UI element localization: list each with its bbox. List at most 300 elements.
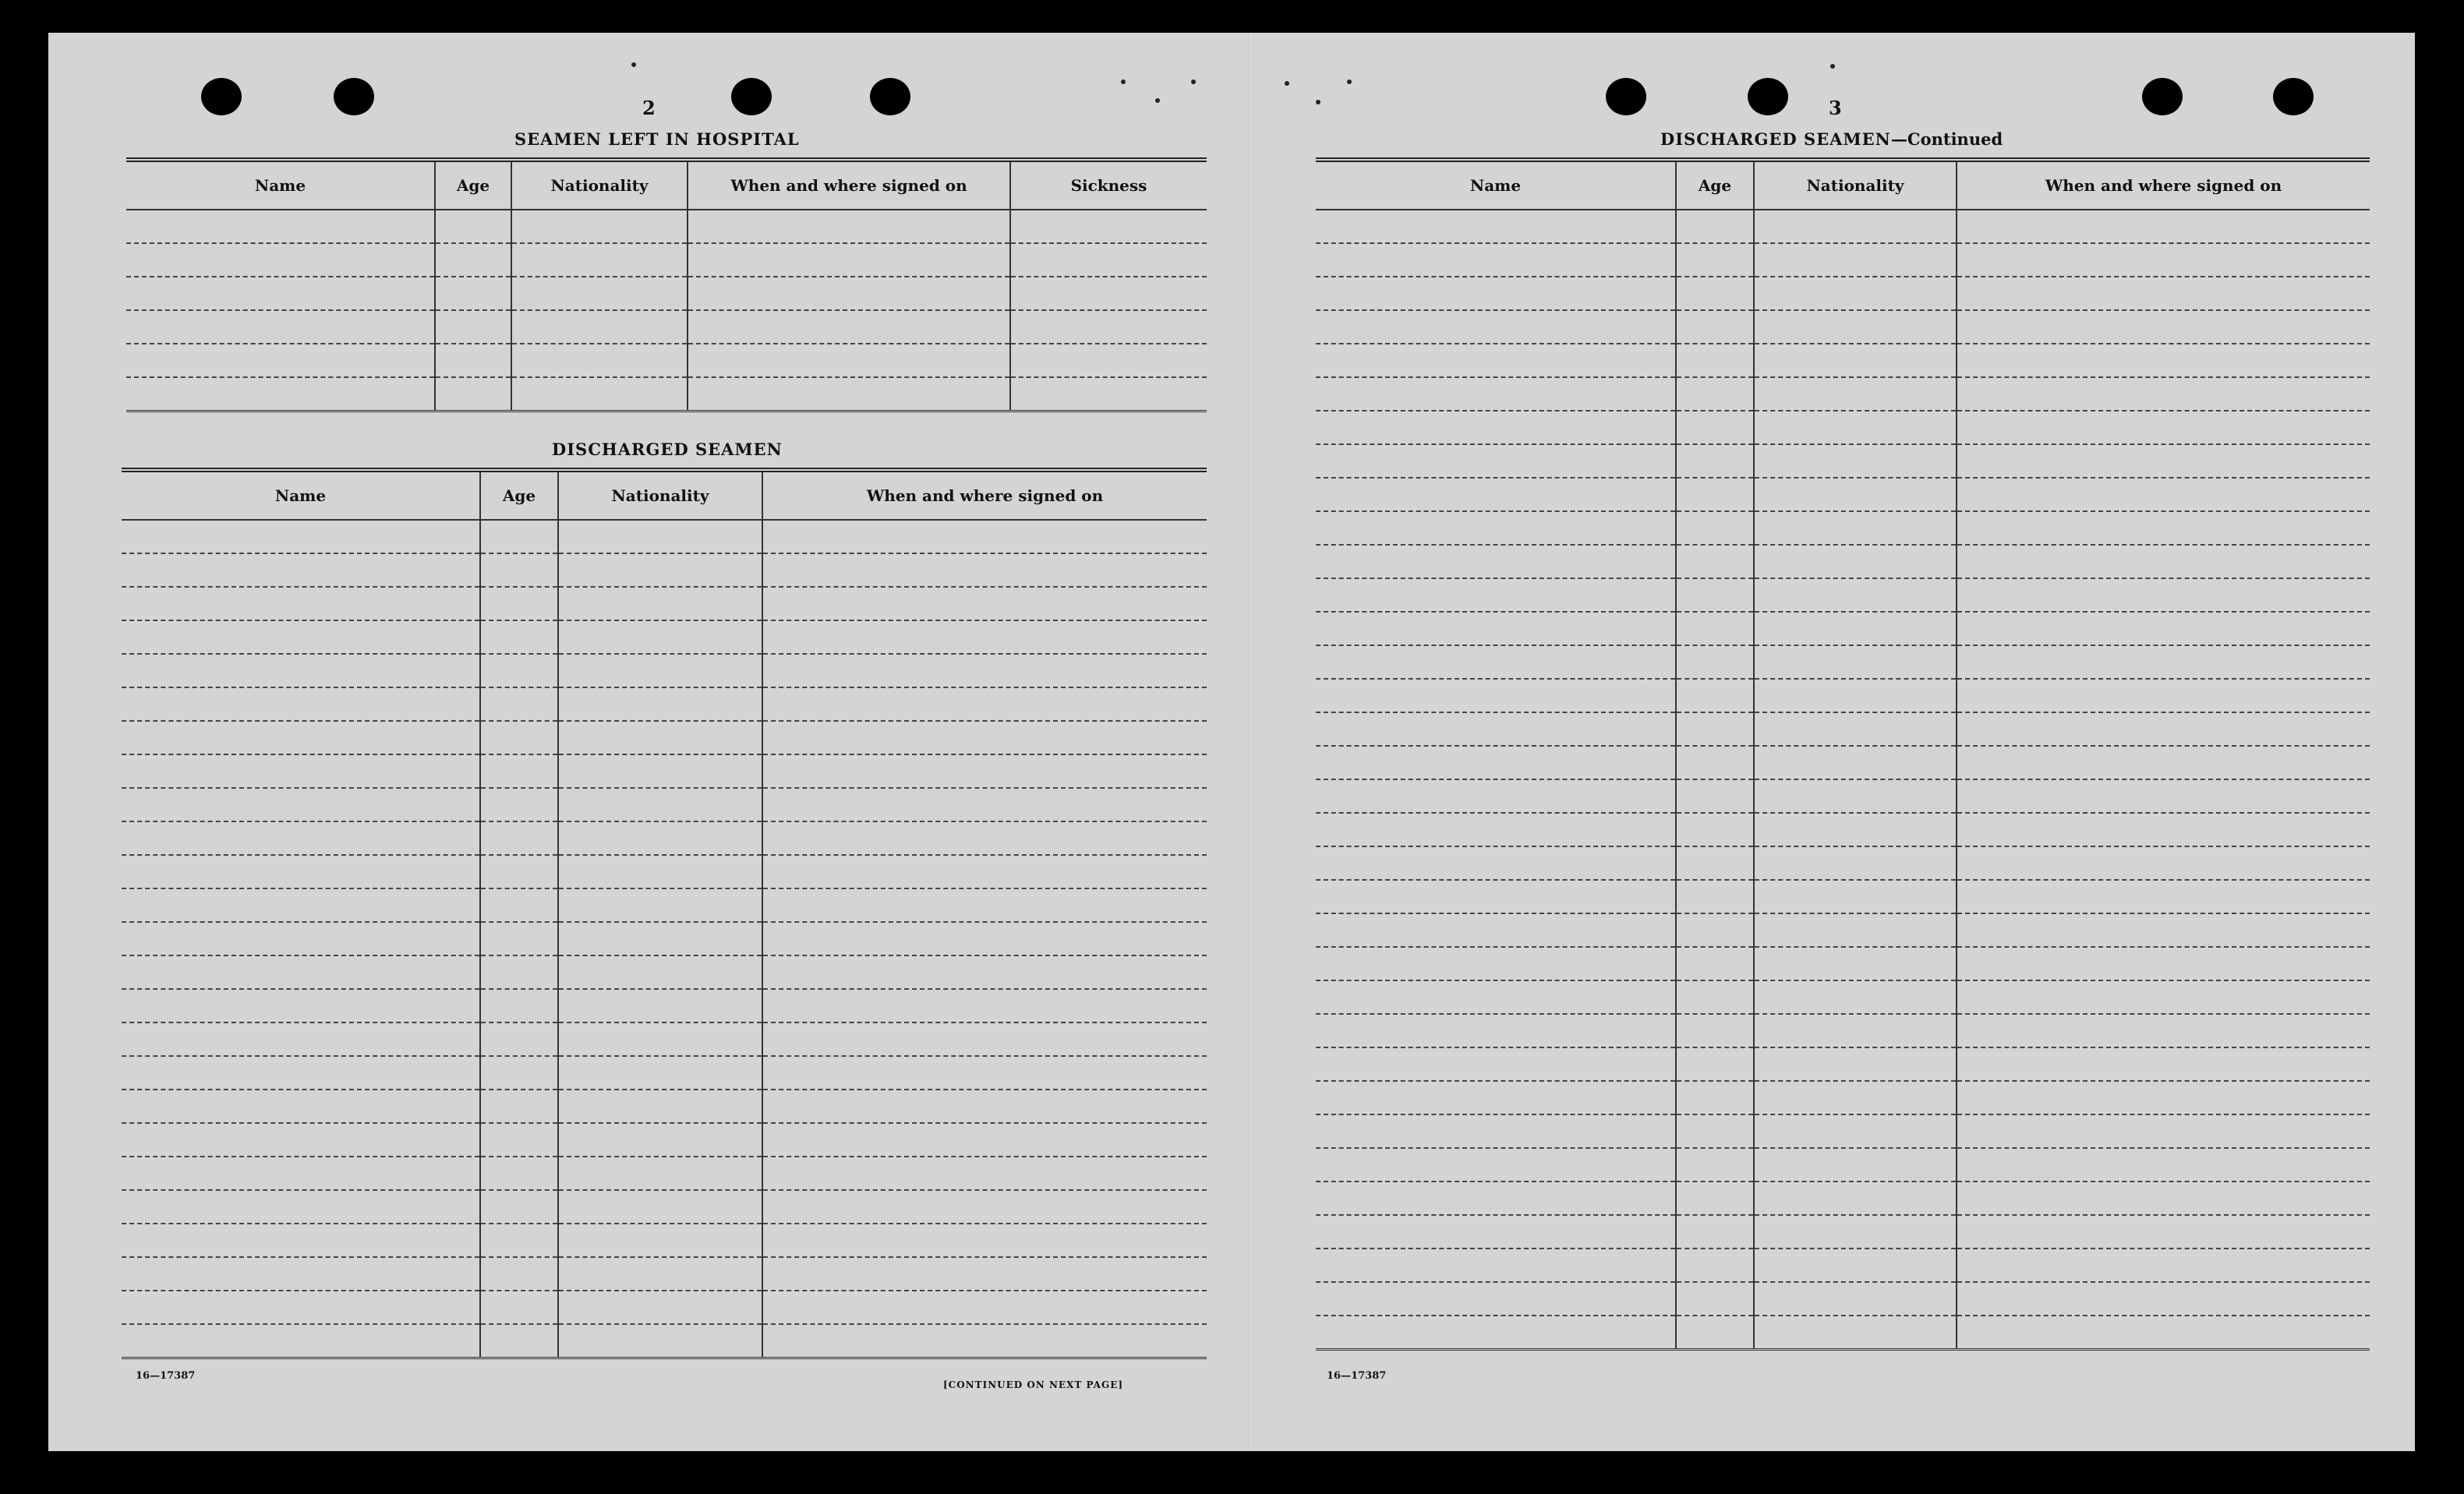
table-row bbox=[122, 1123, 1207, 1157]
blank-cell bbox=[558, 922, 762, 955]
table-row bbox=[126, 277, 1207, 310]
blank-cell bbox=[1957, 277, 2370, 310]
blank-cell bbox=[1316, 545, 1676, 578]
blank-cell bbox=[1957, 679, 2370, 712]
blank-cell bbox=[762, 1190, 1207, 1224]
blank-cell bbox=[558, 587, 762, 620]
blank-cell bbox=[1316, 645, 1676, 679]
blank-cell bbox=[558, 888, 762, 922]
blank-cell bbox=[762, 1022, 1207, 1056]
blank-cell bbox=[122, 821, 480, 855]
blank-cell bbox=[1957, 779, 2370, 813]
blank-cell bbox=[1676, 1249, 1754, 1282]
blank-cell bbox=[1754, 679, 1957, 712]
blank-cell bbox=[1316, 411, 1676, 444]
blank-cell bbox=[1316, 612, 1676, 645]
table-row bbox=[1316, 1081, 2370, 1114]
table-row bbox=[1316, 980, 2370, 1014]
blank-cell bbox=[1754, 1215, 1957, 1249]
blank-cell bbox=[1957, 645, 2370, 679]
blank-cell bbox=[1957, 880, 2370, 913]
blank-cell bbox=[122, 687, 480, 721]
blank-cell bbox=[1316, 277, 1676, 310]
blank-cell bbox=[1316, 679, 1676, 712]
blank-cell bbox=[1676, 880, 1754, 913]
blank-cell bbox=[480, 989, 558, 1022]
blank-cell bbox=[122, 1123, 480, 1157]
table-row bbox=[1316, 612, 2370, 645]
blank-cell bbox=[122, 1157, 480, 1190]
blank-cell bbox=[558, 821, 762, 855]
blank-cell bbox=[126, 344, 435, 377]
blank-cell bbox=[1316, 478, 1676, 511]
table-row bbox=[122, 888, 1207, 922]
blank-cell bbox=[1957, 913, 2370, 947]
column-header-nationality: Nationality bbox=[558, 470, 762, 520]
blank-cell bbox=[1754, 377, 1957, 411]
blank-cell bbox=[1754, 880, 1957, 913]
blank-cell bbox=[1957, 444, 2370, 478]
blank-cell bbox=[1754, 1148, 1957, 1181]
blank-cell bbox=[1754, 545, 1957, 578]
blank-cell bbox=[1316, 712, 1676, 746]
blank-cell bbox=[558, 520, 762, 553]
blank-cell bbox=[1754, 813, 1957, 846]
blank-cell bbox=[480, 955, 558, 989]
blank-cell bbox=[1754, 913, 1957, 947]
blank-cell bbox=[558, 1190, 762, 1224]
table-row bbox=[122, 922, 1207, 955]
blank-cell bbox=[762, 1257, 1207, 1291]
blank-cell bbox=[762, 721, 1207, 754]
blank-cell bbox=[1010, 210, 1207, 243]
column-header-name: Name bbox=[122, 470, 480, 520]
blank-cell bbox=[1010, 344, 1207, 377]
blank-cell bbox=[1754, 243, 1957, 277]
blank-cell bbox=[1957, 712, 2370, 746]
blank-cell bbox=[558, 1056, 762, 1090]
table-row bbox=[122, 654, 1207, 687]
blank-cell bbox=[1316, 310, 1676, 344]
table-row bbox=[122, 1324, 1207, 1358]
blank-cell bbox=[435, 377, 511, 411]
blank-cell bbox=[122, 1056, 480, 1090]
blank-cell bbox=[1754, 947, 1957, 980]
table-row bbox=[122, 587, 1207, 620]
blank-cell bbox=[511, 377, 688, 411]
blank-cell bbox=[1754, 310, 1957, 344]
punch-hole bbox=[870, 78, 910, 115]
blank-cell bbox=[126, 243, 435, 277]
blank-cell bbox=[122, 520, 480, 553]
table-row bbox=[122, 1022, 1207, 1056]
column-header-signed-on: When and where signed on bbox=[762, 470, 1207, 520]
blank-cell bbox=[1754, 645, 1957, 679]
column-header-age: Age bbox=[480, 470, 558, 520]
blank-cell bbox=[558, 955, 762, 989]
blank-cell bbox=[1754, 1081, 1957, 1114]
blank-cell bbox=[762, 520, 1207, 553]
blank-cell bbox=[1316, 746, 1676, 779]
blank-cell bbox=[1316, 880, 1676, 913]
blank-cell bbox=[762, 855, 1207, 888]
paper-speck bbox=[1285, 81, 1289, 86]
hospital-table bbox=[126, 157, 1207, 412]
blank-cell bbox=[558, 754, 762, 788]
blank-cell bbox=[558, 620, 762, 654]
blank-cell bbox=[1316, 1181, 1676, 1215]
punch-hole bbox=[731, 78, 772, 115]
blank-cell bbox=[1676, 1181, 1754, 1215]
blank-cell bbox=[1316, 1114, 1676, 1148]
blank-cell bbox=[762, 687, 1207, 721]
blank-cell bbox=[480, 721, 558, 754]
blank-cell bbox=[1676, 511, 1754, 545]
discharged-section-title: DISCHARGED SEAMEN bbox=[552, 440, 783, 459]
blank-cell bbox=[762, 1157, 1207, 1190]
blank-cell bbox=[480, 687, 558, 721]
blank-cell bbox=[122, 1257, 480, 1291]
blank-cell bbox=[1676, 913, 1754, 947]
table-row bbox=[1316, 1014, 2370, 1047]
table-row bbox=[122, 1090, 1207, 1123]
blank-cell bbox=[688, 344, 1010, 377]
table-row bbox=[1316, 344, 2370, 377]
blank-cell bbox=[1676, 1215, 1754, 1249]
table-row bbox=[1316, 511, 2370, 545]
blank-cell bbox=[1676, 947, 1754, 980]
blank-cell bbox=[762, 788, 1207, 821]
table-row bbox=[1316, 310, 2370, 344]
table-row bbox=[1316, 1215, 2370, 1249]
blank-cell bbox=[480, 587, 558, 620]
blank-cell bbox=[122, 955, 480, 989]
blank-cell bbox=[122, 888, 480, 922]
blank-cell bbox=[1010, 310, 1207, 344]
blank-cell bbox=[558, 788, 762, 821]
column-header-sickness: Sickness bbox=[1010, 160, 1207, 210]
blank-cell bbox=[122, 1190, 480, 1224]
table-row bbox=[122, 520, 1207, 553]
punch-hole bbox=[334, 78, 374, 115]
blank-cell bbox=[480, 620, 558, 654]
table-row bbox=[122, 855, 1207, 888]
blank-cell bbox=[762, 1324, 1207, 1358]
blank-cell bbox=[1957, 813, 2370, 846]
column-header-signed-on: When and where signed on bbox=[1957, 160, 2370, 210]
blank-cell bbox=[558, 687, 762, 721]
blank-cell bbox=[122, 654, 480, 687]
blank-cell bbox=[126, 310, 435, 344]
blank-cell bbox=[1676, 277, 1754, 310]
blank-cell bbox=[762, 821, 1207, 855]
blank-cell bbox=[480, 1056, 558, 1090]
table-row bbox=[1316, 1316, 2370, 1350]
table-row bbox=[122, 1190, 1207, 1224]
blank-cell bbox=[480, 1123, 558, 1157]
blank-cell bbox=[435, 277, 511, 310]
blank-cell bbox=[1316, 980, 1676, 1014]
blank-cell bbox=[126, 377, 435, 411]
table-row bbox=[122, 721, 1207, 754]
blank-cell bbox=[762, 654, 1207, 687]
continued-suffix: —Continued bbox=[1890, 129, 2003, 149]
blank-cell bbox=[558, 553, 762, 587]
table-row bbox=[126, 344, 1207, 377]
table-row bbox=[122, 821, 1207, 855]
blank-cell bbox=[1754, 1282, 1957, 1316]
column-header-name: Name bbox=[1316, 160, 1676, 210]
blank-cell bbox=[558, 1324, 762, 1358]
blank-cell bbox=[1754, 1014, 1957, 1047]
blank-cell bbox=[1676, 779, 1754, 813]
blank-cell bbox=[511, 310, 688, 344]
form-number-right: 16—17387 bbox=[1327, 1370, 1387, 1382]
blank-cell bbox=[1957, 377, 2370, 411]
blank-cell bbox=[480, 1291, 558, 1324]
blank-cell bbox=[762, 888, 1207, 922]
table-row bbox=[122, 788, 1207, 821]
blank-cell bbox=[1957, 746, 2370, 779]
blank-cell bbox=[1957, 411, 2370, 444]
blank-cell bbox=[1957, 846, 2370, 880]
table-row bbox=[1316, 444, 2370, 478]
blank-cell bbox=[762, 1123, 1207, 1157]
blank-cell bbox=[126, 277, 435, 310]
discharged-table bbox=[122, 468, 1207, 1359]
blank-cell bbox=[1676, 1014, 1754, 1047]
blank-cell bbox=[1676, 1114, 1754, 1148]
blank-cell bbox=[1676, 344, 1754, 377]
blank-cell bbox=[435, 210, 511, 243]
blank-cell bbox=[1754, 1181, 1957, 1215]
blank-cell bbox=[1754, 1114, 1957, 1148]
table-row bbox=[122, 1291, 1207, 1324]
blank-cell bbox=[1316, 1047, 1676, 1081]
blank-cell bbox=[1316, 913, 1676, 947]
blank-cell bbox=[480, 1157, 558, 1190]
blank-cell bbox=[688, 243, 1010, 277]
blank-cell bbox=[480, 788, 558, 821]
blank-cell bbox=[1316, 846, 1676, 880]
table-row bbox=[1316, 545, 2370, 578]
blank-cell bbox=[558, 721, 762, 754]
blank-cell bbox=[1676, 679, 1754, 712]
blank-cell bbox=[1754, 210, 1957, 243]
blank-cell bbox=[1754, 344, 1957, 377]
blank-cell bbox=[1676, 210, 1754, 243]
blank-cell bbox=[1957, 1148, 2370, 1181]
punch-hole bbox=[2273, 78, 2314, 115]
table-row bbox=[122, 955, 1207, 989]
blank-cell bbox=[480, 1324, 558, 1358]
blank-cell bbox=[480, 888, 558, 922]
blank-cell bbox=[1676, 813, 1754, 846]
table-row bbox=[126, 377, 1207, 411]
blank-cell bbox=[1957, 1181, 2370, 1215]
blank-cell bbox=[480, 922, 558, 955]
table-row bbox=[1316, 243, 2370, 277]
blank-cell bbox=[558, 1291, 762, 1324]
discharged-continued-title bbox=[1660, 129, 2003, 149]
table-row bbox=[1316, 377, 2370, 411]
blank-cell bbox=[480, 1224, 558, 1257]
table-row bbox=[1316, 746, 2370, 779]
table-row bbox=[1316, 1114, 2370, 1148]
table-row bbox=[126, 210, 1207, 243]
table-row bbox=[1316, 578, 2370, 612]
table-row bbox=[122, 553, 1207, 587]
blank-cell bbox=[1676, 712, 1754, 746]
blank-cell bbox=[762, 1056, 1207, 1090]
blank-cell bbox=[1010, 243, 1207, 277]
blank-cell bbox=[1316, 444, 1676, 478]
column-header-nationality: Nationality bbox=[1754, 160, 1957, 210]
blank-cell bbox=[122, 1224, 480, 1257]
table-row bbox=[1316, 645, 2370, 679]
blank-cell bbox=[558, 1257, 762, 1291]
table-row bbox=[1316, 813, 2370, 846]
blank-cell bbox=[1957, 310, 2370, 344]
table-row bbox=[126, 310, 1207, 344]
blank-cell bbox=[1754, 578, 1957, 612]
table-row bbox=[1316, 947, 2370, 980]
blank-cell bbox=[762, 620, 1207, 654]
paper-speck bbox=[1316, 100, 1320, 104]
blank-cell bbox=[1676, 478, 1754, 511]
blank-cell bbox=[1676, 310, 1754, 344]
blank-cell bbox=[762, 553, 1207, 587]
punch-hole bbox=[201, 78, 242, 115]
blank-cell bbox=[762, 955, 1207, 989]
blank-cell bbox=[122, 1291, 480, 1324]
blank-cell bbox=[480, 855, 558, 888]
blank-cell bbox=[1957, 545, 2370, 578]
blank-cell bbox=[1676, 1282, 1754, 1316]
table-row bbox=[1316, 1249, 2370, 1282]
blank-cell bbox=[1754, 779, 1957, 813]
blank-cell bbox=[1957, 243, 2370, 277]
blank-cell bbox=[1316, 210, 1676, 243]
blank-cell bbox=[1676, 411, 1754, 444]
blank-cell bbox=[1754, 1047, 1957, 1081]
punch-hole bbox=[1748, 78, 1788, 115]
blank-cell bbox=[122, 989, 480, 1022]
blank-cell bbox=[1957, 344, 2370, 377]
blank-cell bbox=[558, 1022, 762, 1056]
table-row bbox=[122, 989, 1207, 1022]
blank-cell bbox=[435, 243, 511, 277]
punch-hole bbox=[2142, 78, 2183, 115]
blank-cell bbox=[1316, 1014, 1676, 1047]
blank-cell bbox=[1754, 411, 1957, 444]
page-number-left: 2 bbox=[642, 97, 656, 119]
blank-cell bbox=[1754, 511, 1957, 545]
table-row bbox=[1316, 880, 2370, 913]
blank-cell bbox=[1957, 511, 2370, 545]
punch-hole bbox=[1606, 78, 1646, 115]
blank-cell bbox=[1676, 1081, 1754, 1114]
blank-cell bbox=[1676, 444, 1754, 478]
blank-cell bbox=[435, 344, 511, 377]
blank-cell bbox=[1754, 980, 1957, 1014]
blank-cell bbox=[1957, 210, 2370, 243]
blank-cell bbox=[1754, 444, 1957, 478]
blank-cell bbox=[762, 587, 1207, 620]
blank-cell bbox=[511, 344, 688, 377]
table-row bbox=[1316, 1148, 2370, 1181]
blank-cell bbox=[511, 243, 688, 277]
table-row bbox=[1316, 210, 2370, 243]
blank-cell bbox=[1957, 1215, 2370, 1249]
paper-speck bbox=[1830, 64, 1835, 69]
column-header-nationality: Nationality bbox=[511, 160, 688, 210]
center-fold bbox=[1249, 33, 1253, 1451]
blank-cell bbox=[1316, 1316, 1676, 1350]
blank-cell bbox=[1676, 612, 1754, 645]
blank-cell bbox=[1754, 1249, 1957, 1282]
blank-cell bbox=[435, 310, 511, 344]
blank-cell bbox=[558, 1123, 762, 1157]
blank-cell bbox=[480, 1022, 558, 1056]
blank-cell bbox=[1754, 746, 1957, 779]
blank-cell bbox=[480, 1190, 558, 1224]
blank-cell bbox=[480, 654, 558, 687]
blank-cell bbox=[1957, 612, 2370, 645]
blank-cell bbox=[1957, 1114, 2370, 1148]
table-row bbox=[122, 620, 1207, 654]
blank-cell bbox=[122, 620, 480, 654]
blank-cell bbox=[1754, 1316, 1957, 1350]
blank-cell bbox=[762, 1224, 1207, 1257]
blank-cell bbox=[480, 1257, 558, 1291]
blank-cell bbox=[558, 1224, 762, 1257]
blank-cell bbox=[1316, 511, 1676, 545]
discharged-continued-title-main: DISCHARGED SEAMEN bbox=[1660, 129, 1891, 149]
paper-speck bbox=[631, 62, 636, 67]
blank-cell bbox=[1316, 1148, 1676, 1181]
table-row bbox=[122, 1257, 1207, 1291]
table-row bbox=[1316, 277, 2370, 310]
blank-cell bbox=[688, 277, 1010, 310]
blank-cell bbox=[1957, 478, 2370, 511]
table-row bbox=[1316, 846, 2370, 880]
blank-cell bbox=[1316, 1282, 1676, 1316]
blank-cell bbox=[122, 1090, 480, 1123]
table-row bbox=[1316, 779, 2370, 813]
blank-cell bbox=[1957, 1081, 2370, 1114]
table-row bbox=[1316, 411, 2370, 444]
paper-speck bbox=[1191, 79, 1196, 84]
blank-cell bbox=[1957, 578, 2370, 612]
blank-cell bbox=[122, 721, 480, 754]
blank-cell bbox=[1957, 1316, 2370, 1350]
blank-cell bbox=[1957, 1014, 2370, 1047]
blank-cell bbox=[1010, 377, 1207, 411]
blank-cell bbox=[1957, 980, 2370, 1014]
table-row bbox=[1316, 679, 2370, 712]
blank-cell bbox=[1316, 344, 1676, 377]
blank-cell bbox=[122, 922, 480, 955]
blank-cell bbox=[1316, 813, 1676, 846]
blank-cell bbox=[1316, 779, 1676, 813]
table-row bbox=[1316, 1181, 2370, 1215]
blank-cell bbox=[480, 553, 558, 587]
blank-cell bbox=[1957, 1047, 2370, 1081]
blank-cell bbox=[1754, 612, 1957, 645]
blank-cell bbox=[1754, 277, 1957, 310]
blank-cell bbox=[1676, 980, 1754, 1014]
